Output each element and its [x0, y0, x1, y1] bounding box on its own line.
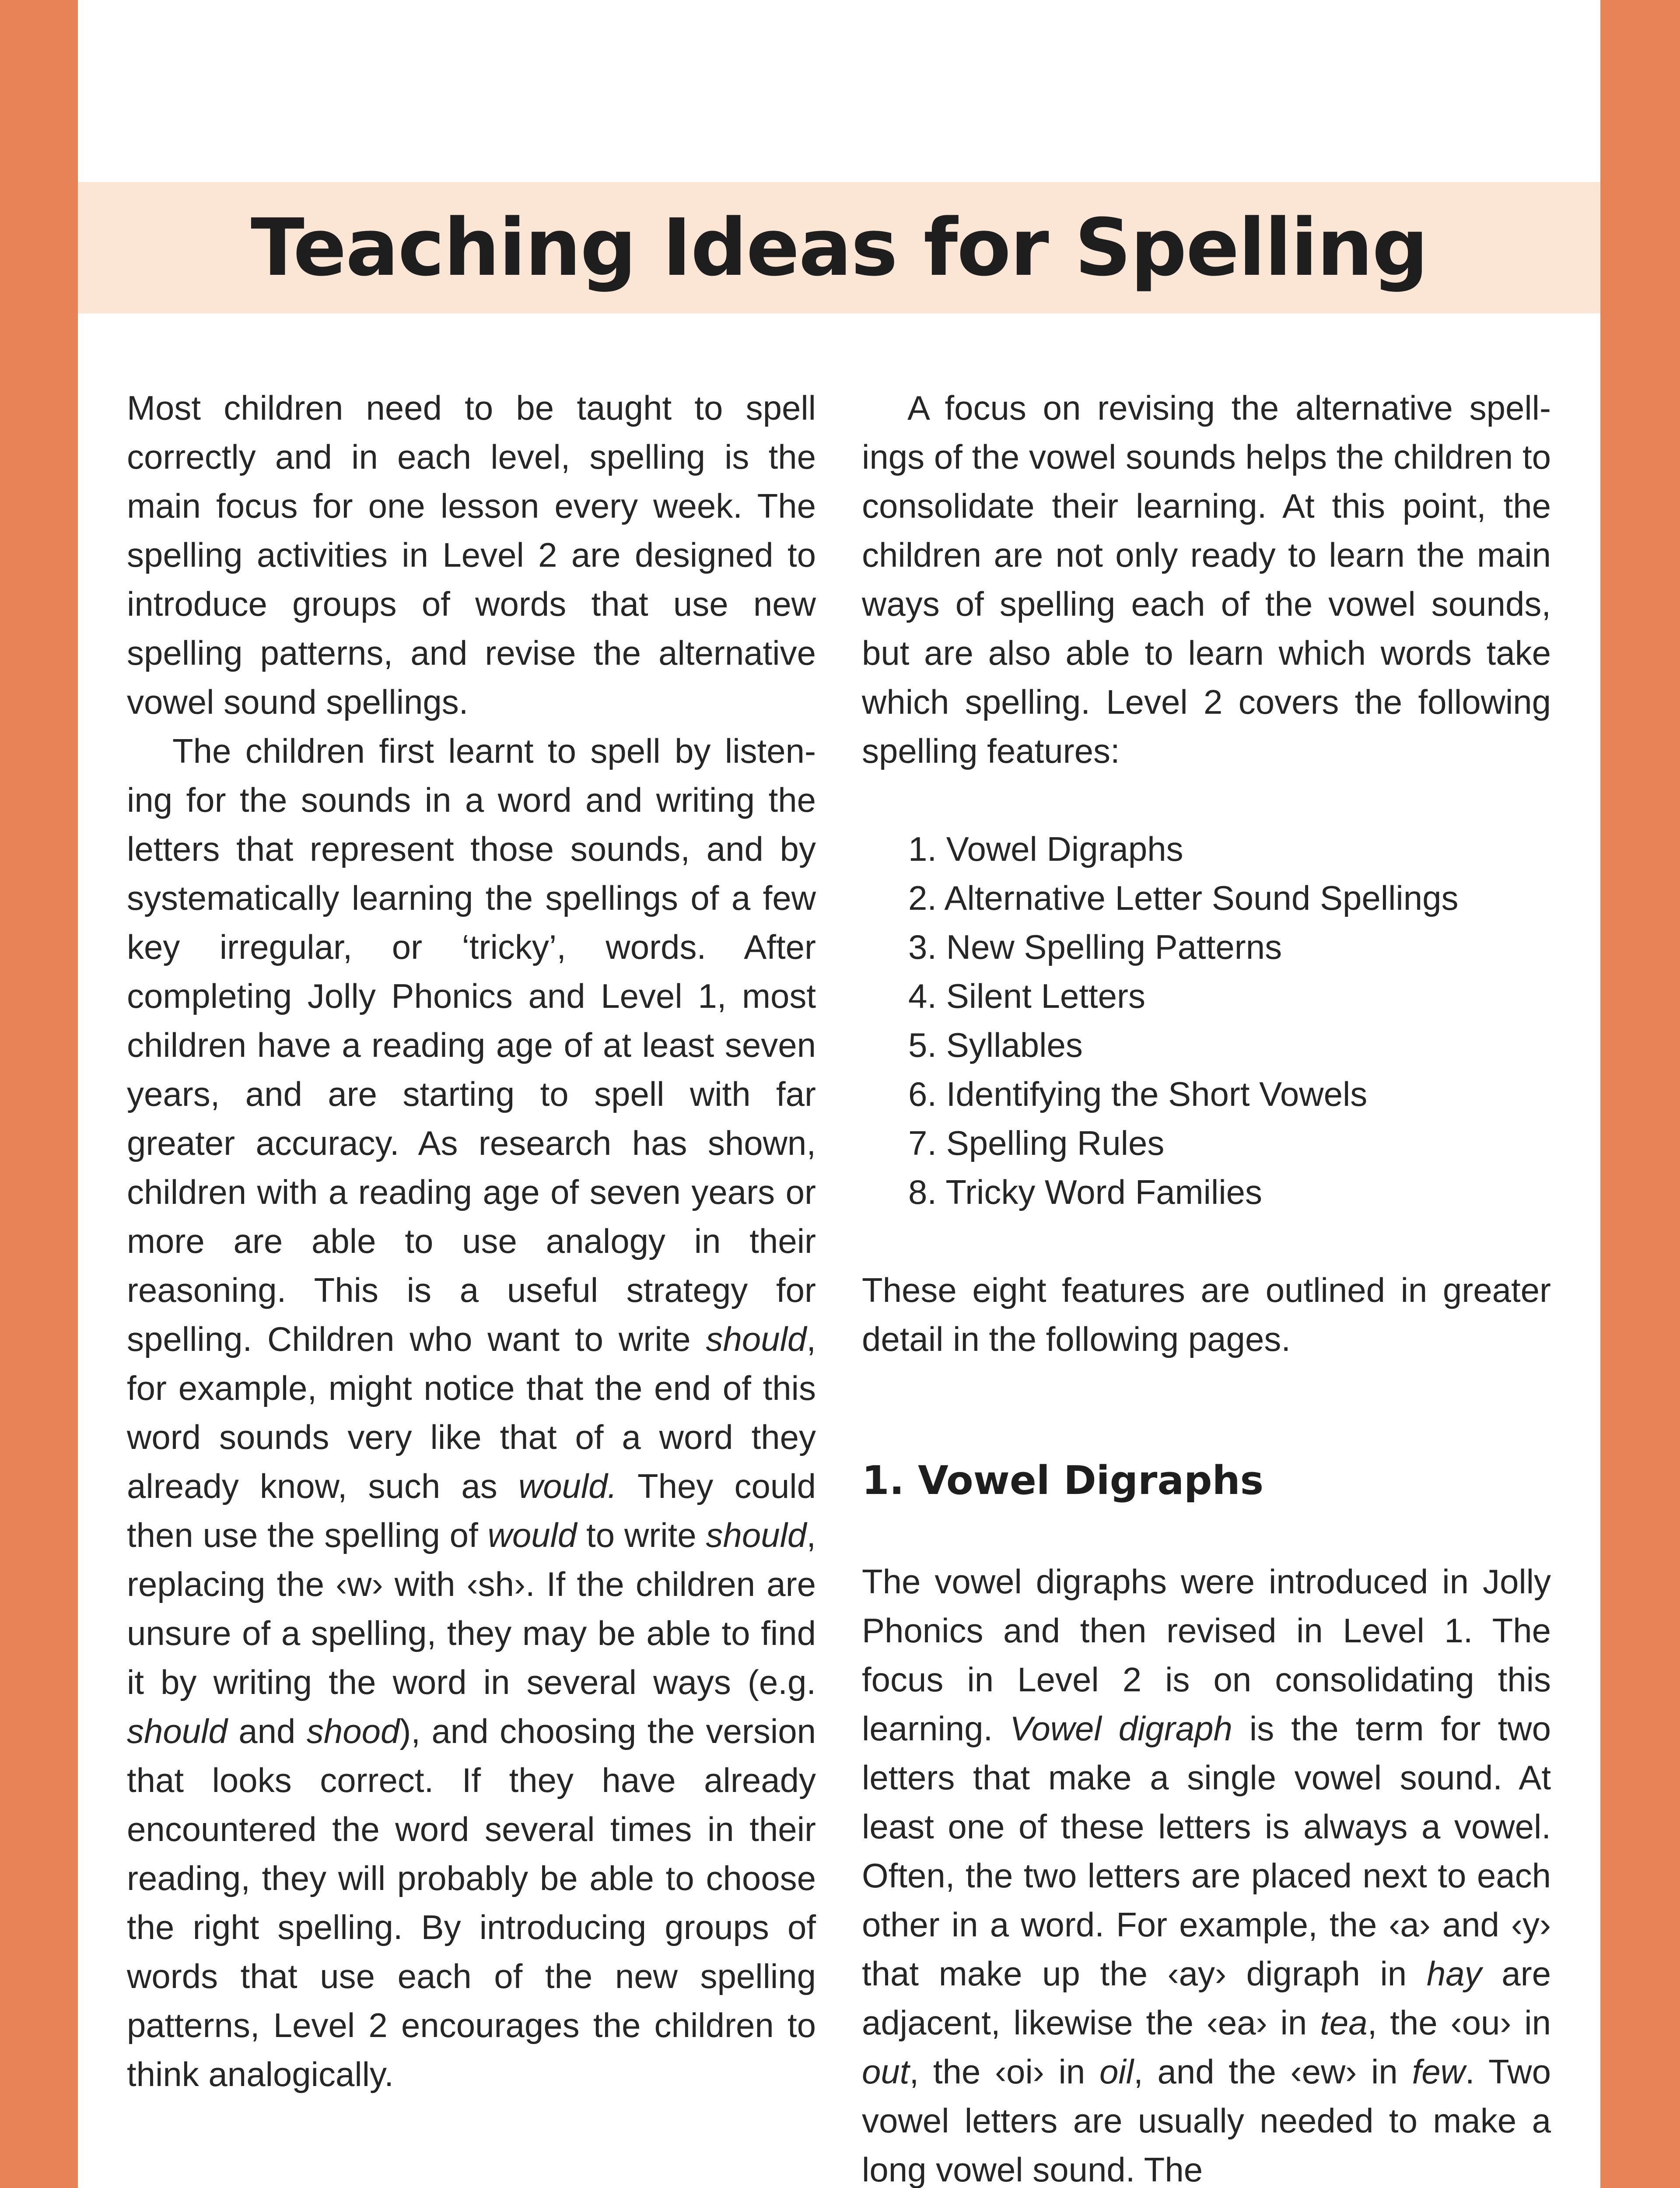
text-run: , the ‹oi› in: [909, 2052, 1099, 2091]
italic-word: few: [1412, 2052, 1465, 2091]
feature-item: 6. Identifying the Short Vowels: [908, 1075, 1368, 1113]
paragraph-features-outline: These eight features are outlined in greater detail in the following pages.: [862, 1271, 1551, 1358]
paragraph-vowel-digraphs: [862, 1557, 1551, 2188]
text-run: , the ‹ou› in: [1367, 2003, 1551, 2042]
italic-word: would.: [518, 1467, 617, 1505]
paragraph-intro: Most children need to be taught to spell correctly and in each level, spelling is the main focus for one lesson every week. The spelling activities in Level 2 are designed to introduce groups of words that use new spelling patterns, and revise the alternative vowel sound spellings.: [127, 389, 816, 721]
paragraph-analogy: [127, 726, 816, 2099]
italic-word: out: [862, 2052, 910, 2091]
text-run: is the term for two letters that make a single vowel sound. At least one of these letters is always a vowel. Often, the two letters are placed next to each other in a word. For example, the ‹a› and ‹y› that make up the ‹ay› digraph in: [862, 1709, 1551, 1993]
feature-list: [862, 824, 1551, 1217]
text-run: , and the ‹ew› in: [1134, 2052, 1412, 2091]
left-column: [127, 383, 816, 2099]
text-run: They could then use the spelling of: [127, 1467, 816, 1554]
italic-word: would: [487, 1516, 577, 1554]
right-column: [862, 383, 1551, 2188]
italic-word: hay: [1426, 1954, 1482, 1993]
feature-item: 5. Syllables: [908, 1026, 1083, 1064]
feature-item: 8. Tricky Word Families: [908, 1173, 1263, 1211]
paragraph-features-intro: A focus on revising the alternative spellings of the vowel sounds helps the children to consolidate their learning. At this point, the children are not only ready to learn the main ways of spelling each of the vowel sounds, but are also able to learn which words take which spelling. Level 2 covers the following spelling features:: [862, 389, 1551, 770]
text-run: to write: [577, 1516, 706, 1554]
italic-word: tea: [1320, 2003, 1368, 2042]
left-color-band: [0, 0, 78, 2188]
page-title: Teaching Ideas for Spelling: [251, 202, 1428, 294]
text-run: The children first learnt to spell by listening for the sounds in a word and writing the letters that represent those sounds, and by systematically learning the spellings of a few key irregular, or ‘tricky’, words. After completing Jolly Phonics and Level 1, most children have a reading age of at least seven years, and are starting to spell with far greater accuracy. As research has shown, children with a reading age of seven years or more are able to use analogy in their reasoning. This is a useful strategy for spelling. Children who want to write: [127, 732, 816, 1358]
text-run: and: [227, 1712, 307, 1750]
right-color-band: [1600, 0, 1680, 2188]
text-run: The vowel digraphs were introduced in Jolly Phonics and then revised in Level 1. The focus in Level 2 is on consolidating this learning.: [862, 1562, 1551, 1748]
feature-item: 7. Spelling Rules: [908, 1124, 1165, 1162]
text-run: . Two vowel letters are usually needed to make a long vowel sound. The: [862, 2052, 1551, 2188]
italic-word: should: [706, 1320, 807, 1358]
italic-word: oil: [1099, 2052, 1134, 2091]
text-run: are adjacent, likewise the ‹ea› in: [862, 1954, 1551, 2042]
feature-item: 3. New Spelling Patterns: [908, 928, 1282, 966]
italic-word: shood: [306, 1712, 400, 1750]
text-run: , for example, might notice that the end of this word sounds very like that of a word they already know, such as: [127, 1320, 816, 1505]
italic-word: should: [706, 1516, 807, 1554]
italic-word: Vowel digraph: [1010, 1709, 1232, 1748]
feature-item: 2. Alternative Letter Sound Spellings: [908, 879, 1459, 917]
section-heading: 1. Vowel Digraphs: [862, 1458, 1264, 1504]
text-run: ), and choosing the version that looks correct. If they have already encountered the word several times in their reading, they will probably be able to choose the right spelling. By introducing groups of words that use each of the new spelling patterns, Level 2 encourages the children to think analogically.: [127, 1712, 816, 2093]
text-run: , replacing the ‹w› with ‹sh›. If the children are unsure of a spelling, they may be able to find it by writing the word in several ways (e.g.: [127, 1516, 816, 1701]
italic-word: should: [127, 1712, 228, 1750]
feature-item: 4. Silent Letters: [908, 977, 1145, 1015]
feature-item: 1. Vowel Digraphs: [908, 830, 1183, 868]
